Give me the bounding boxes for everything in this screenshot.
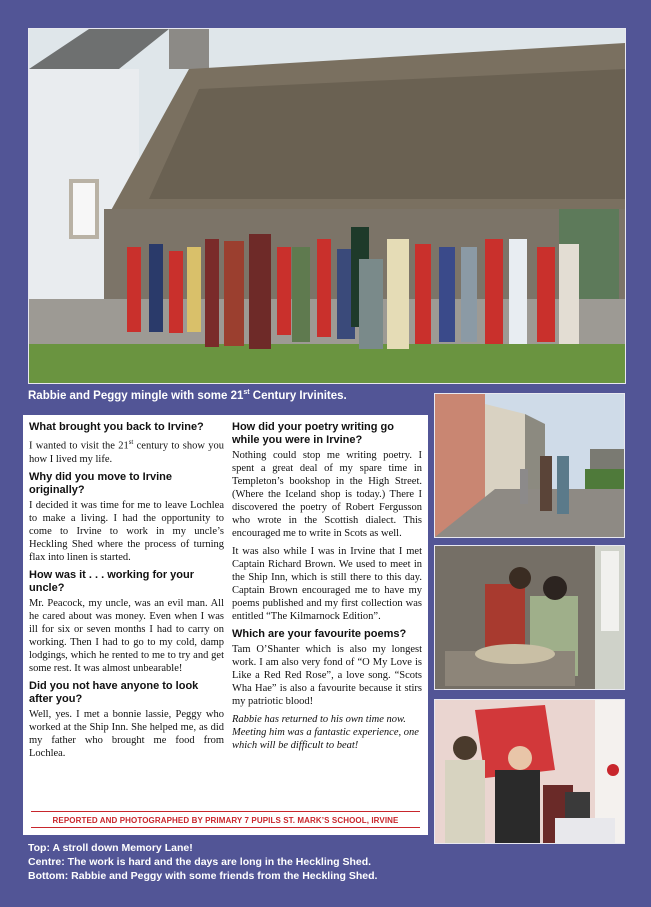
answer-4: Well, yes. I met a bonnie lassie, Peggy who worked at the Ship Inn. She helped me, as did my father who brought me food from Lochlea.: [29, 708, 224, 759]
question-4: Did you not have anyone to look after you?: [29, 679, 199, 705]
answer-5b: It was also while I was in Irvine that I met Captain Richard Brown. We used to meet in the Ship Inn, which is still there to this day. Captain Brown encouraged me to have my poems published and my first collection was entitled “The Kilmarnock Edition”.: [232, 546, 422, 622]
caption-bottom: Bottom: Rabbie and Peggy with some friends from the Heckling Shed.: [28, 870, 378, 882]
caption-top: Top: A stroll down Memory Lane!: [28, 842, 193, 854]
answer-6: Tam O’Shanter which is also my longest work. I am also very fond of “O My Love is Like a Red Red Rose”, a love song. “Scots Wha Hae” is also a favourite because it stirs my patriotic blood!: [232, 644, 422, 707]
question-5: How did your poetry writing go while you were in Irvine?: [232, 421, 394, 446]
article-left-column: [29, 421, 224, 765]
photo-captions: [28, 841, 377, 883]
article-panel: [23, 415, 428, 835]
main-photo-caption: Rabbie and Peggy mingle with some 21st Century Irvinites.: [28, 389, 347, 402]
credit-rule-top: [31, 811, 420, 812]
answer-3: Mr. Peacock, my uncle, was an evil man. All he cared about was money. Even when I was ill for six or seven months I had to carry on working. Then I had to go to my cold, damp lodgings, which he rented to me to try and get some rest. It was almost unbearable!: [29, 597, 224, 674]
answer-5a: Nothing could stop me writing poetry. I spent a great deal of my spare time in Templeton’s bookshop in the High Street. (Where the Iceland shop is today.) There I discovered the poetry of Robert Fergusson who wrote in the Scottish dialect. This encouraged me to write in Scots as well.: [232, 450, 422, 539]
answer-1: I wanted to visit the 21st century to show you how I lived my life.: [29, 438, 224, 465]
question-2: Why did you move to Irvine originally?: [29, 470, 173, 496]
group-photo: [28, 28, 626, 384]
memory-lane-photo: [434, 393, 625, 538]
question-6: Which are your favourite poems?: [232, 628, 407, 640]
photo-credit: REPORTED AND PHOTOGRAPHED BY PRIMARY 7 PUPILS ST. MARK’S SCHOOL, IRVINE: [52, 816, 399, 825]
closing-note: Rabbie has returned to his own time now. Meeting him was a fantastic experience, one which will be difficult to beat!: [232, 714, 419, 751]
caption-centre: Centre: The work is hard and the days are long in the Heckling Shed.: [28, 856, 372, 868]
credit-rule-bottom: [31, 827, 420, 828]
question-1: What brought you back to Irvine?: [29, 421, 204, 433]
question-3: How was it . . . working for your uncle?: [29, 568, 195, 594]
article-right-column: [232, 421, 422, 752]
answer-2: I decided it was time for me to leave Lochlea to make a living. I had the opportunity to come to Irvine to work in my uncle’s Heckling Shed where the process of turning flax into linen is started.: [29, 499, 224, 563]
friends-photo: [434, 699, 625, 844]
heckling-shed-photo: [434, 545, 625, 690]
